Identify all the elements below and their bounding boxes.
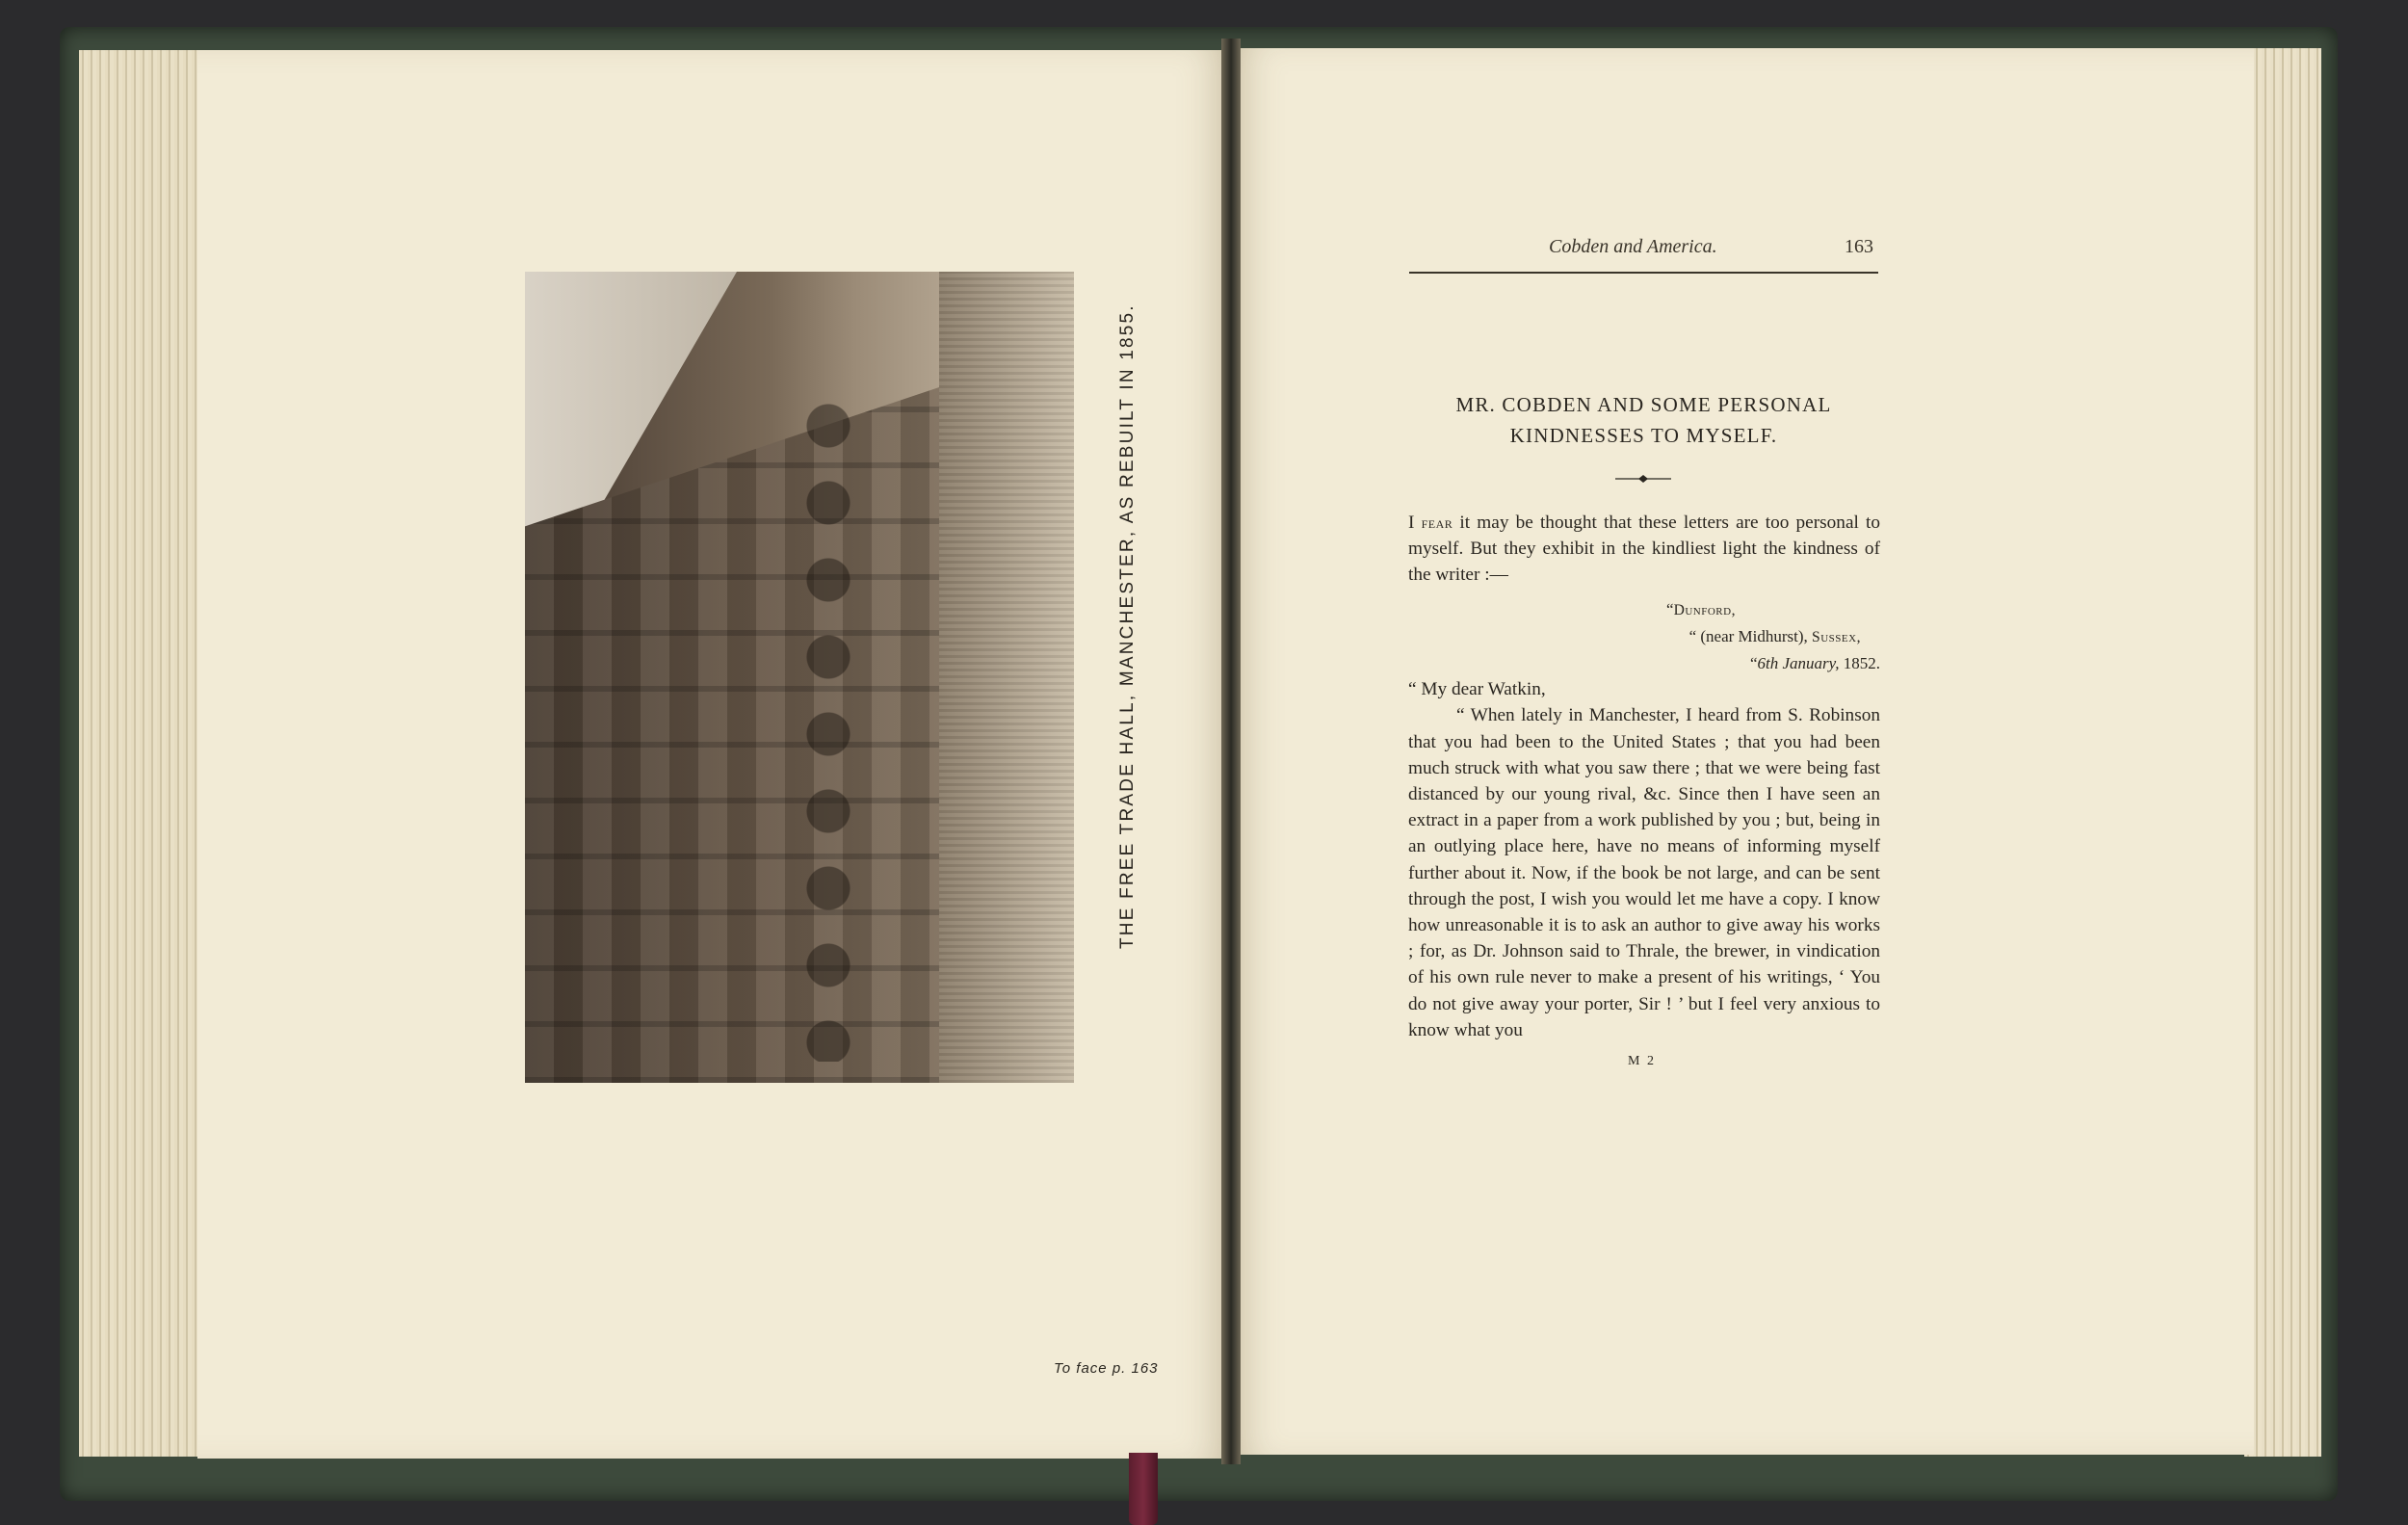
chapter-heading [1409, 389, 1878, 451]
photo-caption: THE FREE TRADE HALL, MANCHESTER, AS REBUILT IN 1855. [1117, 303, 1138, 949]
right-page-edges [2244, 48, 2321, 1457]
address-midhurst: “ (near Midhurst), [1688, 626, 1813, 645]
intro-first-word: I [1408, 513, 1415, 533]
intro-paragraph [1408, 510, 1880, 589]
address-line-3 [1408, 650, 1880, 676]
address-dunford: Dunford, [1673, 601, 1736, 618]
photo-arches [775, 387, 881, 1062]
address-quote-3: “ [1749, 654, 1758, 673]
address-line-2 [1408, 623, 1880, 650]
body-text [1408, 510, 1880, 1043]
address-quote-1: “ [1666, 599, 1674, 618]
left-page-edges [79, 50, 204, 1457]
address-year: 1852. [1839, 654, 1880, 673]
ornament-divider-icon [1615, 474, 1671, 484]
book-gutter [1221, 39, 1241, 1464]
to-face-note: To face p. 163 [1054, 1360, 1159, 1377]
letter-body: “ When lately in Manchester, I heard from S. Robinson that you had been to the United States ; that you had been much struck with what you saw there ; that we were being fast distanced by our young rival, &c. Since then I have seen an extract in a paper from a work published by you ; but, being in an outlying place here, have no means of informing myself further about it. Now, if the book be not large, and can be sent through the post, I wish you would let me have a copy. I know how unreasonable it is to ask an author to give away his works ; for, as Dr. Johnson said to Thrale, the brewer, in vindication of his own rule never to make a present of his writings, ‘ You do not give away your porter, Sir ! ’ but I feel very anxious to know what you [1408, 705, 1880, 1040]
photo-street [939, 272, 1074, 1083]
intro-rest: it may be thought that these letters are too personal to myself. But they exhibit in the kindliest light the kindness of the writer :— [1408, 513, 1880, 586]
heading-line-2: KINDNESSES TO MYSELF. [1509, 424, 1778, 447]
heading-line-1: MR. COBDEN AND SOME PERSONAL [1455, 393, 1832, 416]
address-line-1 [1408, 596, 1880, 623]
address-sussex: Sussex, [1812, 628, 1861, 645]
free-trade-hall-photo [525, 272, 1074, 1083]
intro-smallcaps: fear [1421, 513, 1453, 532]
bookmark-ribbon [1129, 1453, 1158, 1525]
page-number: 163 [1845, 236, 1873, 257]
running-head [1409, 231, 1878, 274]
address-date: 6th January, [1757, 654, 1840, 673]
salutation: “ My dear Watkin, [1408, 679, 1546, 700]
running-title: Cobden and America. [1549, 236, 1717, 257]
signature-mark: M 2 [1628, 1054, 1656, 1068]
